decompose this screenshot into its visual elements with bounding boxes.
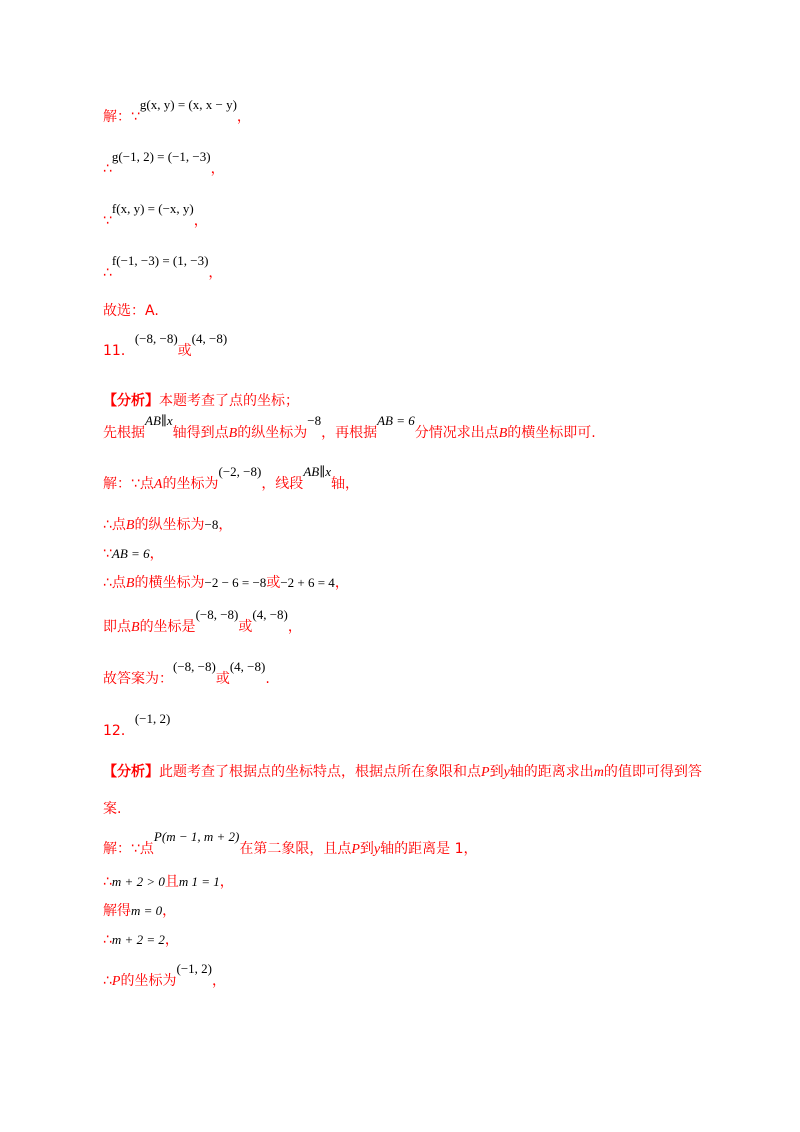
math: (4, −8) <box>229 659 266 674</box>
line-4: ∴f(−1, −3) = (1, −3)， <box>103 253 223 281</box>
math: (−8, −8) <box>173 659 216 674</box>
math: P(m − 1, m + 2) <box>153 829 240 844</box>
math: (−8, −8) <box>134 331 178 346</box>
math: −2 − 6 = −8 <box>204 575 267 590</box>
math: m + 2 = 2 <box>111 932 165 947</box>
line-13: 即点B的坐标是(−8, −8)或(4, −8)， <box>103 607 302 635</box>
math: g(−1, 2) = (−1, −3) <box>111 149 211 164</box>
line-20: 解得m = 0， <box>103 903 177 919</box>
line-3: ∵f(x, y) = (−x, y)， <box>103 201 208 229</box>
math: (4, −8) <box>191 331 228 346</box>
line-10: ∴点B的纵坐标为−8， <box>103 517 233 533</box>
line-7: 【分析】本题考查了点的坐标； <box>103 393 299 409</box>
math: AB∥x <box>303 464 331 479</box>
math: m + 2 > 0 <box>111 874 165 889</box>
line-2: ∴g(−1, 2) = (−1, −3)， <box>103 149 225 177</box>
line-17: 案. <box>103 801 122 817</box>
line-15: 12．(−1, 2) <box>103 711 171 739</box>
line-11: ∵AB = 6， <box>103 546 164 562</box>
line-8: 先根据AB∥x轴得到点B的纵坐标为−8，再根据AB = 6分情况求出点B的横坐标即可. <box>103 413 596 441</box>
math: −8 <box>307 413 322 428</box>
line-18: 解：∵点P(m − 1, m + 2)在第二象限，且点P到y轴的距离是 1， <box>103 829 478 857</box>
math: f(−1, −3) = (1, −3) <box>111 253 209 268</box>
math: (−1, 2) <box>176 961 212 976</box>
math: (−1, 2) <box>134 711 171 726</box>
line-9: 解：∵点A的坐标为(−2, −8)，线段AB∥x轴， <box>103 464 359 492</box>
math: m = 0 <box>131 903 163 918</box>
line-22: ∴P的坐标为(−1, 2)， <box>103 961 226 989</box>
math: AB = 6 <box>111 546 150 561</box>
line-12: ∴点B的横坐标为−2 − 6 = −8或−2 + 6 = 4， <box>103 575 349 591</box>
math: f(x, y) = (−x, y) <box>111 201 194 216</box>
math: m 1 = 1 <box>178 874 220 889</box>
line-19: ∴m + 2 > 0且m 1 = 1， <box>103 874 234 890</box>
line-1: 解：∵g(x, y) = (x, x − y)， <box>103 97 251 125</box>
math: (4, −8) <box>252 607 288 622</box>
line-21: ∴m + 2 = 2， <box>103 932 179 948</box>
line-5: 故选：A. <box>103 303 159 319</box>
line-16: 【分析】此题考查了根据点的坐标特点，根据点所在象限和点P到y轴的距离求出m的值即可得到答 <box>103 764 702 780</box>
math: (−2, −8) <box>218 464 262 479</box>
line-14: 故答案为：(−8, −8)或(4, −8). <box>103 659 270 687</box>
math: g(x, y) = (x, x − y) <box>139 97 237 112</box>
math: AB = 6 <box>377 413 415 428</box>
math: −8 <box>204 517 219 532</box>
math: AB∥x <box>145 413 173 428</box>
math: −2 + 6 = 4 <box>280 575 335 590</box>
math: (−8, −8) <box>195 607 239 622</box>
line-6: 11．(−8, −8)或(4, −8) <box>103 331 228 359</box>
